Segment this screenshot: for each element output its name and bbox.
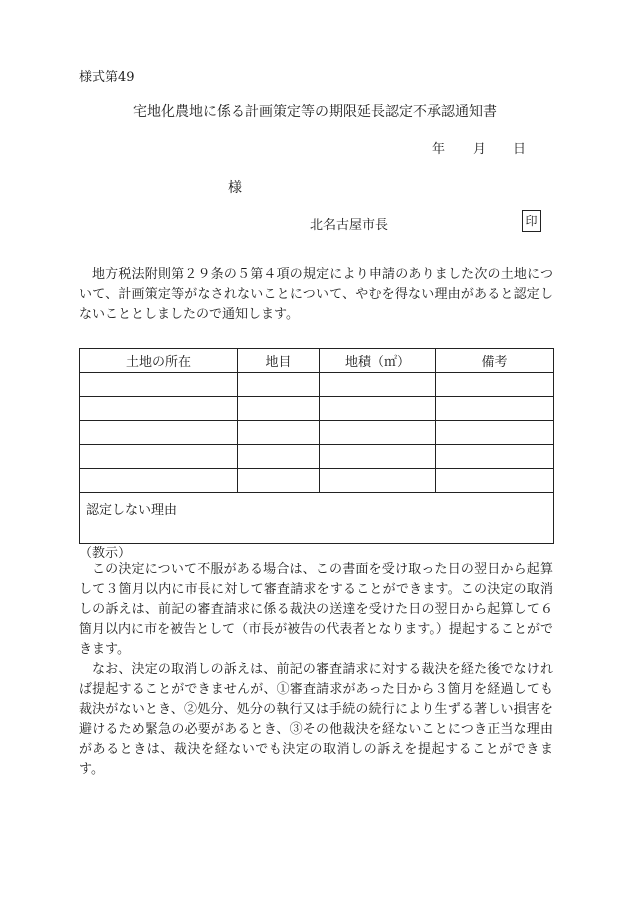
header-area: 地積（㎡） [320, 349, 436, 373]
seal-mark: 印 [522, 210, 541, 232]
table-row [80, 445, 554, 469]
date-month-label: 月 [473, 142, 487, 157]
table-cell [238, 373, 320, 397]
table-cell [436, 373, 554, 397]
table-cell [436, 469, 554, 493]
table-row [80, 421, 554, 445]
table-cell [80, 397, 238, 421]
table-cell [80, 421, 238, 445]
table-row [80, 469, 554, 493]
table-cell [80, 373, 238, 397]
intro-paragraph [79, 265, 553, 325]
table-cell [80, 445, 238, 469]
table-cell [238, 397, 320, 421]
table-cell [238, 421, 320, 445]
header-location: 土地の所在 [80, 349, 238, 373]
form-number: 様式第49 [79, 70, 135, 85]
date-year-label: 年 [432, 142, 446, 157]
table-cell [320, 421, 436, 445]
land-table [79, 348, 554, 544]
addressee-suffix: 様 [228, 180, 242, 196]
intro-text: 地方税法附則第２９条の５第４項の規定により申請のありました次の土地について、計画策定等がなされないことについて、やむを得ない理由があると認定しないこととしましたので通知します。 [79, 267, 553, 322]
reason-row [80, 493, 554, 544]
notice-paragraph: この決定について不服がある場合は、この書面を受け取った日の翌日から起算して３箇月以内に市長に対して審査請求をすることができます。この決定の取消しの訴えは、前記の審査請求に係る裁決の送達を受けた日の翌日から起算して６箇月以内に市を被告として（市長が被告の代表者となります。）提起することができます。 [79, 562, 553, 657]
notice-paragraph: なお、決定の取消しの訴えは、前記の審査請求に対する裁決を経た後でなければ提起することができませんが、①審査請求があった日から３箇月を経過しても裁決がないとき、②処分、処分の執行又は手続の続行により生ずる著しい損害を避けるため緊急の必要があるとき、③その他裁決を経ないことにつき正当な理由があるときは、裁決を経ないでも決定の取消しの訴えを提起することができます。 [79, 662, 553, 777]
issuer-name: 北名古屋市長 [310, 218, 389, 233]
table-row [80, 397, 554, 421]
table-cell [320, 445, 436, 469]
table-cell [320, 469, 436, 493]
table-cell [80, 469, 238, 493]
date-day-label: 日 [513, 142, 527, 157]
document-title: 宅地化農地に係る計画策定等の期限延長認定不承認通知書 [133, 104, 497, 120]
table-cell [436, 421, 554, 445]
header-remarks: 備考 [436, 349, 554, 373]
table-cell [320, 373, 436, 397]
header-land-category: 地目 [238, 349, 320, 373]
table-cell [436, 397, 554, 421]
table-cell [238, 445, 320, 469]
reason-label: 認定しない理由 [80, 493, 554, 544]
table-cell [436, 445, 554, 469]
notice-label: （教示） [79, 546, 132, 561]
table-cell [238, 469, 320, 493]
table-cell [320, 397, 436, 421]
table-row [80, 373, 554, 397]
notice-paragraphs [79, 560, 553, 780]
table-header-row [80, 349, 554, 373]
